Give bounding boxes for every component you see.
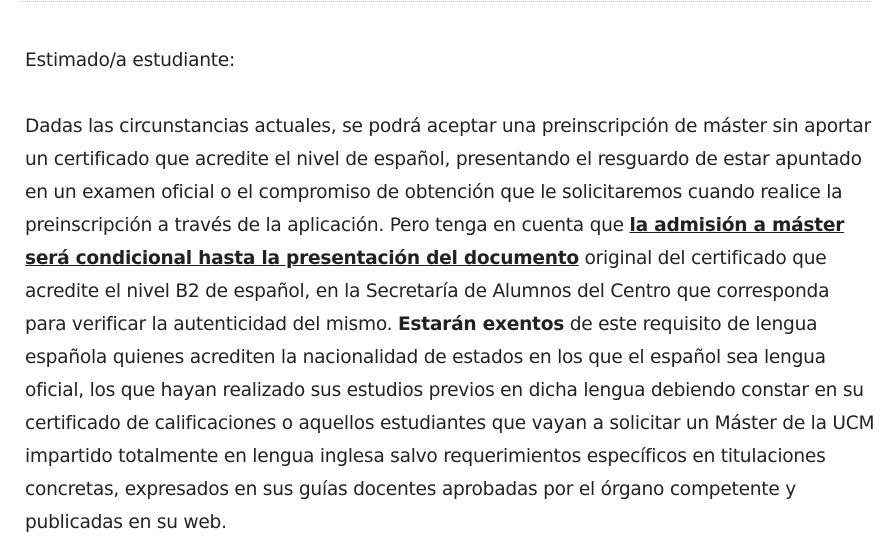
conditional-admission-notice: la admisión a máster será condicional hasta la presentación del documento bbox=[25, 215, 845, 269]
paragraph-text-2: original del certificado que acredite el nivel B2 de español, en la Secretaría de Alumnos del Centro que corresponda para verificar la autenticidad del mismo. bbox=[25, 248, 830, 335]
top-divider bbox=[20, 1, 872, 2]
exemption-heading: Estarán exentos bbox=[397, 314, 565, 335]
paragraph-text-1: Dadas las circunstancias actuales, se podrá aceptar una preinscripción de máster sin aportar un certificado que acredite el nivel de español, presentando el resguardo de estar apuntado en un examen oficial o el compromiso de obtención que le solicitaremos cuando realice la preinscripción a través de la aplicación. Pero tenga en cuenta que bbox=[25, 116, 871, 236]
paragraph-text-3: de este requisito de lengua española quienes acrediten la nacionalidad de estados en los que el español sea lengua oficial, los que hayan realizado sus estudios previos en dicha lengua debiendo constar en su certificado de calificaciones o aquellos estudiantes que vayan a solicitar un Máster de la UCM impartido totalmente en lengua inglesa salvo requerimientos específicos en titulaciones concretas, expresados en sus guías docentes aprobadas por el órgano competente y publicadas en su web. bbox=[25, 314, 875, 533]
notice-body bbox=[25, 44, 875, 539]
main-paragraph bbox=[25, 110, 875, 539]
greeting-text: Estimado/a estudiante: bbox=[25, 50, 235, 71]
